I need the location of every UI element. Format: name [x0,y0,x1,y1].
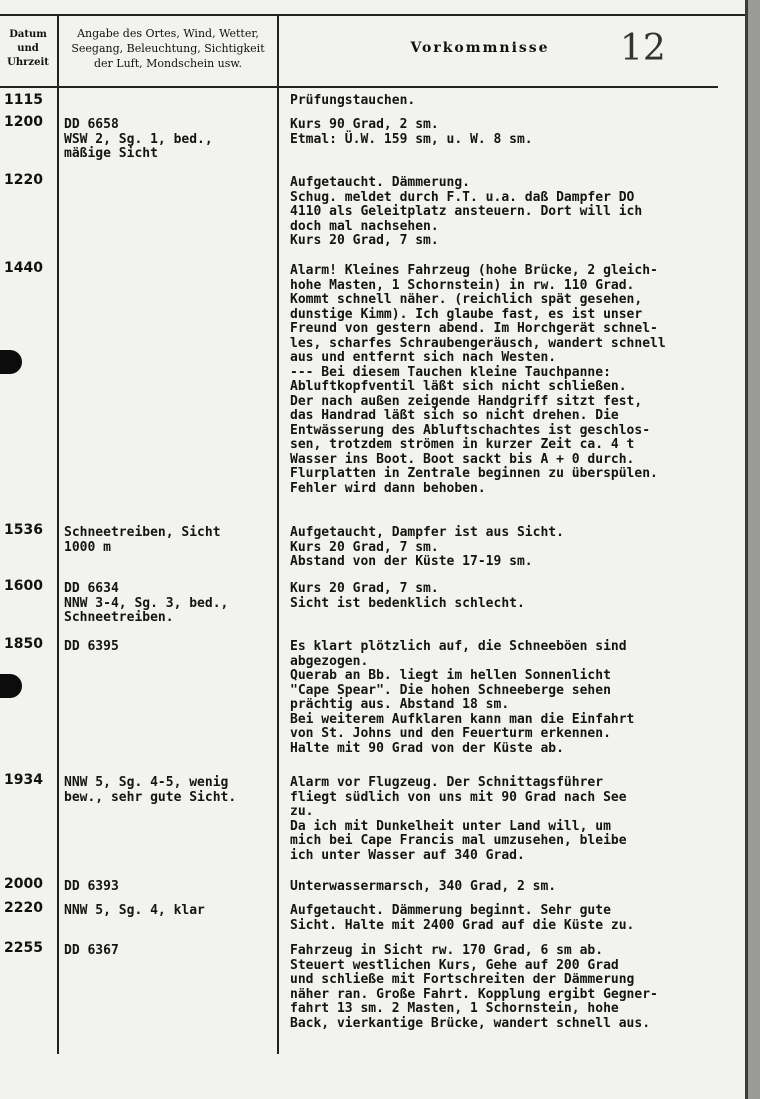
entry-events: Fahrzeug in Sicht rw. 170 Grad, 6 sm ab. Steuert westlichen Kurs, Gehe auf 200 Grad und schließe mit Fortschreiten der Dämmerung näher ran. Große Fahrt. Kopplung ergibt Gegner- fahrt 13 sm. 2 Masten, 1 Schornstein, hohe Back, vierkantige Brücke, wandert schnell aus. [290,943,658,1031]
entry-conditions: DD 6634 NNW 3-4, Sg. 3, bed., Schneetreiben. [64,581,229,625]
entry-time: 1220 [4,172,43,188]
header-angabe-line: Angabe des Ortes, Wind, Wetter, [77,27,259,40]
entry-time: 1600 [4,578,43,594]
entry-events: Alarm vor Flugzeug. Der Schnittagsführer fliegt südlich von uns mit 90 Grad nach See zu. Da ich mit Dunkelheit unter Land will, um mich bei Cape Francis mal umzusehen, bleibe ich unter Wasser auf 340 Grad. [290,775,627,863]
entry-conditions: DD 6393 [64,879,119,894]
header-angabe-line: Seegang, Beleuchtung, Sichtigkeit [71,42,265,55]
punch-hole [0,674,22,698]
entry-time: 1115 [4,92,43,108]
header-datum-line: Uhrzeit [7,57,49,68]
entry-events: Aufgetaucht. Dämmerung beginnt. Sehr gute Sicht. Halte mit 2400 Grad auf die Küste zu. [290,903,635,933]
entry-conditions: NNW 5, Sg. 4, klar [64,903,205,918]
entry-time: 2255 [4,940,43,956]
header-datum [0,28,56,70]
entry-time: 2000 [4,876,43,892]
entry-events: Alarm! Kleines Fahrzeug (hohe Brücke, 2 gleich- hohe Masten, 1 Schornstein) in rw. 110 Grad. Kommt schnell näher. (reichlich spät gesehen, dunstige Kimm). Ich glaube fast, es ist unser Freund von gestern abend. Im Horchgerät schnel- les, scharfes Schraubengeräusch, wandert schnell aus und entfernt sich nach Westen. --- Bei diesem Tauchen kleine Tauchpanne: Abluftkopfventil läßt sich nicht schließen. Der nach außen zeigende Handgriff sitzt fest, das Handrad läßt sich so nicht drehen. Die Entwässerung des Abluftschachtes ist geschlos- sen, trotzdem strömen in kurzer Zeit ca. 4 t Wasser ins Boot. Boot sackt bis A + 0 durch. Flurplatten in Zentrale beginnen zu überspülen. Fehler wird dann behoben. [290,263,666,496]
entry-time: 1934 [4,772,43,788]
entry-conditions: NNW 5, Sg. 4-5, wenig bew., sehr gute Sicht. [64,775,237,805]
column-rule-2 [277,14,279,1054]
entry-time: 1200 [4,114,43,130]
entry-time: 1536 [4,522,43,538]
header-vorkommnisse: Vorkommnisse [410,40,550,56]
entry-events: Es klart plötzlich auf, die Schneeböen sind abgezogen. Querab an Bb. liegt im hellen Sonnenlicht "Cape Spear". Die hohen Schneeberge sehen prächtig aus. Abstand 18 sm. Bei weiterem Aufklaren kann man die Einfahrt von St. Johns und den Feuerturm erkennen. Halte mit 90 Grad von der Küste ab. [290,639,635,756]
entry-events: Unterwassermarsch, 340 Grad, 2 sm. [290,879,557,894]
entry-events: Kurs 20 Grad, 7 sm. Sicht ist bedenklich schlecht. [290,581,525,611]
entry-conditions: DD 6658 WSW 2, Sg. 1, bed., mäßige Sicht [64,117,213,161]
header-bottom-rule [0,86,718,88]
punch-hole [0,350,22,374]
page-number: 12 [620,28,666,69]
header-datum-line: Datum [9,29,47,40]
entry-events: Prüfungstauchen. [290,93,416,108]
entry-events: Aufgetaucht, Dampfer ist aus Sicht. Kurs 20 Grad, 7 sm. Abstand von der Küste 17-19 sm. [290,525,564,569]
entry-time: 2220 [4,900,43,916]
entry-events: Kurs 90 Grad, 2 sm. Etmal: Ü.W. 159 sm, u. W. 8 sm. [290,117,533,147]
header-angabe-line: der Luft, Mondschein usw. [93,57,243,70]
entry-conditions: DD 6395 [64,639,119,654]
header-datum-line: und [17,43,39,54]
entry-conditions: DD 6367 [64,943,119,958]
entry-time: 1850 [4,636,43,652]
entry-events: Aufgetaucht. Dämmerung. Schug. meldet durch F.T. u.a. daß Dampfer DO 4110 als Geleitplatz ansteuern. Dort will ich doch mal nachsehen. Kurs 20 Grad, 7 sm. [290,175,643,248]
column-rule-1 [57,14,59,1054]
header-angabe [62,26,274,71]
entry-conditions: Schneetreiben, Sicht 1000 m [64,525,221,555]
entry-time: 1440 [4,260,43,276]
top-rule [0,14,745,16]
